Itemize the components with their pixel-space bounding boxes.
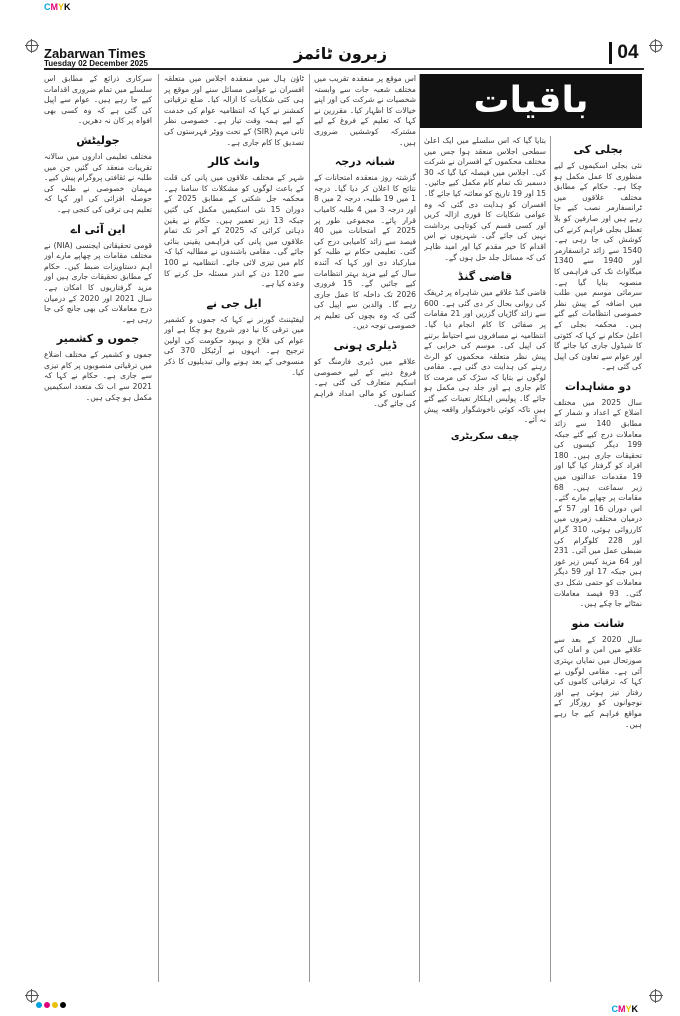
registration-mark-icon [26, 40, 38, 52]
page-number: 04 [609, 42, 644, 64]
column-5 [44, 74, 152, 982]
headline: شبانہ درجہ [334, 155, 396, 169]
column-divider [550, 136, 551, 982]
issue-date: Tuesday 02 December 2025 [44, 59, 148, 68]
article-body: سال 2025 میں مختلف اضلاع کے اعداد و شمار کے مطابق 140 سے زائد معاملات درج کیے گئے جبکہ 199 دیگر کیسوں کی تحقیقات جاری ہیں۔ 180 افراد کو گرفتار کیا گیا اور 19 مقدمات عدالتوں میں زیر سماعت ہیں۔ 68 مقامات پر چھاپے مارے گئے۔ اس دوران 16 اور 57 کے درمیان مختلف زمروں میں کارروائی ہوئی، 310 گرام اور 228 کلوگرام کی ضبطی عمل میں آئی۔ 231 اور 64 مزید کیس زیر غور ہیں جبکہ 17 اور 59 دیگر معاملات کو حتمی شکل دی گئی۔ 93 فیصد معاملات نمٹائے جا چکے ہیں۔ [554, 397, 642, 609]
headline: این آئی اے [70, 222, 126, 236]
column-divider [158, 74, 159, 982]
registration-mark-icon [650, 990, 662, 1002]
headline: شانت منو [571, 616, 625, 630]
article-body: مختلف تعلیمی اداروں میں سالانہ تقریبات منعقد کی گئیں جن میں طلبہ نے ثقافتی پروگرام پیش کیے۔ مہمان خصوصی نے طلبہ کی حوصلہ افزائی کی اور کہا کہ تعلیم ہی ترقی کی کنجی ہے۔ [44, 151, 152, 214]
article-body: نئی بجلی اسکیموں کے لیے منظوری کا عمل مکمل ہو چکا ہے۔ حکام کے مطابق مختلف علاقوں میں ٹرانسفارمر نصب کیے جا رہے ہیں اور صارفین کو بلا تعطل بجلی فراہم کرنے کی کوشش کی جا رہی ہے۔ 1540 سے زائد ٹرانسفارمر اور 1940 سے 1340 میگاواٹ تک کی فراہمی کا منصوبہ بنایا گیا ہے۔ سرمائی موسم میں طلب میں اضافہ کے پیش نظر خصوصی انتظامات کیے گئے ہیں۔ محکمہ بجلی کے اعلیٰ حکام نے کہا کہ کٹوتی کا شیڈول جاری کیا جائے گا اور عوام سے تعاون کی اپیل کی گئی ہے۔ [554, 161, 642, 372]
article-body: گزشتہ روز منعقدہ امتحانات کے نتائج کا اعلان کر دیا گیا۔ درجہ 1 میں 19 طلبہ، درجہ 2 میں 8 اور درجہ 3 میں 4 طلبہ کامیاب قرار پائے۔ مجموعی طور پر 2025 کے امتحانات میں 40 فیصد سے زائد کامیابی درج کی گئی۔ تعلیمی حکام نے طلبہ کو مبارکباد دی اور کہا کہ آئندہ سال کے لیے مزید بہتر انتظامات کیے جائیں گے۔ 15 فروری 2026 تک داخلہ کا عمل جاری رہے گا۔ والدین سے اپیل کی گئی کہ وہ بچوں کی تعلیم پر خصوصی توجہ دیں۔ [314, 173, 416, 331]
urdu-title: زبرون ٹائمز [294, 44, 388, 63]
headline: بجلی کی [573, 143, 623, 156]
masthead [44, 42, 644, 70]
english-title: Zabarwan Times [44, 46, 146, 61]
article-body: علاقے میں ڈیری فارمنگ کو فروغ دینے کے لیے خصوصی اسکیم متعارف کی گئی ہے۔ کسانوں کو مالی امداد فراہم کی جائے گی۔ [314, 357, 416, 409]
headline: ڈیلری ہونی [333, 339, 397, 353]
column-1 [554, 136, 642, 982]
article-body: سال 2020 کے بعد سے علاقے میں امن و امان کی صورتحال میں نمایاں بہتری آئی ہے۔ مقامی لوگوں نے کہا کہ ترقیاتی کاموں کی رفتار تیز ہوئی ہے اور نوجوانوں کو روزگار کے مواقع فراہم کیے جا رہے ہیں۔ [554, 634, 642, 729]
article-body: اس موقع پر منعقدہ تقریب میں مختلف شعبہ جات سے وابستہ شخصیات نے شرکت کی اور اپنے خیالات کا اظہار کیا۔ مقررین نے کہا کہ تعلیم کے فروغ کے لیے مشترکہ کوششیں ضروری ہیں۔ [314, 74, 416, 147]
article-body: قاضی گنڈ علاقے میں شاہراہ پر ٹریفک کی روانی بحال کر دی گئی ہے۔ 600 سے زائد گاڑیاں گزریں اور 21 مقامات پر صفائی کا کام انجام دیا گیا۔ انتظامیہ نے مسافروں سے احتیاط برتنے کی اپیل کی۔ موسم کی خرابی کے پیش نظر متعلقہ محکموں کو الرٹ رہنے کی ہدایت دی گئی ہے۔ مقامی لوگوں نے بتایا کہ سڑک کی مرمت کا کام جاری ہے اور جلد ہی مکمل ہو جائے گا۔ پولیس اہلکار تعینات کیے گئے ہیں تاکہ کوئی ناخوشگوار واقعہ پیش نہ آئے۔ [424, 288, 546, 425]
registration-mark-icon [26, 990, 38, 1002]
section-banner: باقیات [420, 74, 642, 128]
cmyk-mark-top: CMYK [44, 2, 71, 12]
column-2 [424, 136, 546, 982]
article-body: ٹاؤن ہال میں منعقدہ اجلاس میں متعلقہ افسران نے عوامی مسائل سنے اور موقع پر ہی کئی شکایات کا ازالہ کیا۔ ضلع ترقیاتی کمشنر نے کہا کہ انتظامیہ عوام کی خدمت کے لیے ہمہ وقت تیار ہے۔ خصوصی نظر ثانی مہم (SIR) کے تحت ووٹر فہرستوں کی تصدیق کا کام جاری ہے۔ [164, 74, 304, 147]
cmyk-mark-bottom: CMYK [611, 1004, 638, 1014]
registration-mark-icon [650, 40, 662, 52]
article-body: شہر کے مختلف علاقوں میں پانی کی قلت کے باعث لوگوں کو مشکلات کا سامنا ہے۔ محکمہ جل شکتی کے مطابق 2025 کے دوران 15 نئی اسکیمیں مکمل کی گئیں جبکہ 13 زیر تعمیر ہیں۔ حکام نے یقین دہانی کرائی کہ 2025 کے آخر تک تمام علاقوں میں پانی کی فراہمی یقینی بنائی جائے گی۔ مقامی باشندوں نے مطالبہ کیا کہ کام میں تیزی لائی جائے۔ انتظامیہ نے 100 سے 120 دن کے اندر مسئلہ حل کرنے کا وعدہ کیا ہے۔ [164, 173, 304, 289]
column-divider [309, 74, 310, 982]
color-bar [36, 1002, 66, 1008]
article-body: قومی تحقیقاتی ایجنسی (NIA) نے مختلف مقامات پر چھاپے مارے اور اہم دستاویزات ضبط کیں۔ حکام کے مطابق تحقیقات جاری ہیں اور مزید گرفتاریوں کا امکان ہے۔ سال 2021 اور 2020 کے درمیان درج معاملات کی بھی جانچ کی جا رہی ہے۔ [44, 240, 152, 324]
column-divider [419, 74, 420, 982]
headline: قاضی گنڈ [457, 270, 513, 284]
headline: جموں و کشمیر [56, 332, 140, 346]
headline: جولیٹش [76, 133, 120, 147]
article-body: سرکاری ذرائع کے مطابق اس سلسلے میں تمام ضروری اقدامات کیے جا رہے ہیں۔ عوام سے اپیل کی گئی ہے کہ وہ کسی بھی افواہ پر کان نہ دھریں۔ [44, 74, 152, 126]
article-body: لیفٹیننٹ گورنر نے کہا کہ جموں و کشمیر میں ترقی کا نیا دور شروع ہو چکا ہے اور عوام کی فلاح و بہبود حکومت کی اولین ترجیح ہے۔ انہوں نے آرٹیکل 370 کی منسوخی کے بعد ہونے والی تبدیلیوں کا ذکر کیا۔ [164, 314, 304, 377]
headline: ایل جی نے [206, 296, 262, 310]
article-body: بتایا گیا کہ اس سلسلے میں ایک اعلیٰ سطحی اجلاس منعقد ہوا جس میں مختلف محکموں کے افسران نے شرکت کی۔ اجلاس میں فیصلہ کیا گیا کہ 30 دسمبر تک تمام کام مکمل کیے جائیں۔ 15 اور 19 تاریخ کو معائنہ کیا جائے گا۔ افسران کو ہدایت دی گئی کہ وہ عوامی شکایات کا فوری ازالہ کریں اور کسی قسم کی کوتاہی برداشت نہیں کی جائے گی۔ شہریوں نے اس اقدام کا خیر مقدم کیا اور امید ظاہر کی کہ مسائل جلد حل ہوں گے۔ [424, 136, 546, 262]
headline: وانٹ کالر [208, 155, 260, 169]
headline: دو مشاہدات [564, 379, 632, 393]
article-body: جموں و کشمیر کے مختلف اضلاع میں ترقیاتی منصوبوں پر کام تیزی سے جاری ہے۔ حکام نے کہا کہ 2021 سے اب تک متعدد اسکیمیں مکمل ہو چکی ہیں۔ [44, 350, 152, 402]
signature-line: چیف سکریٹری [450, 430, 520, 442]
column-3 [314, 74, 416, 982]
column-4 [164, 74, 304, 982]
